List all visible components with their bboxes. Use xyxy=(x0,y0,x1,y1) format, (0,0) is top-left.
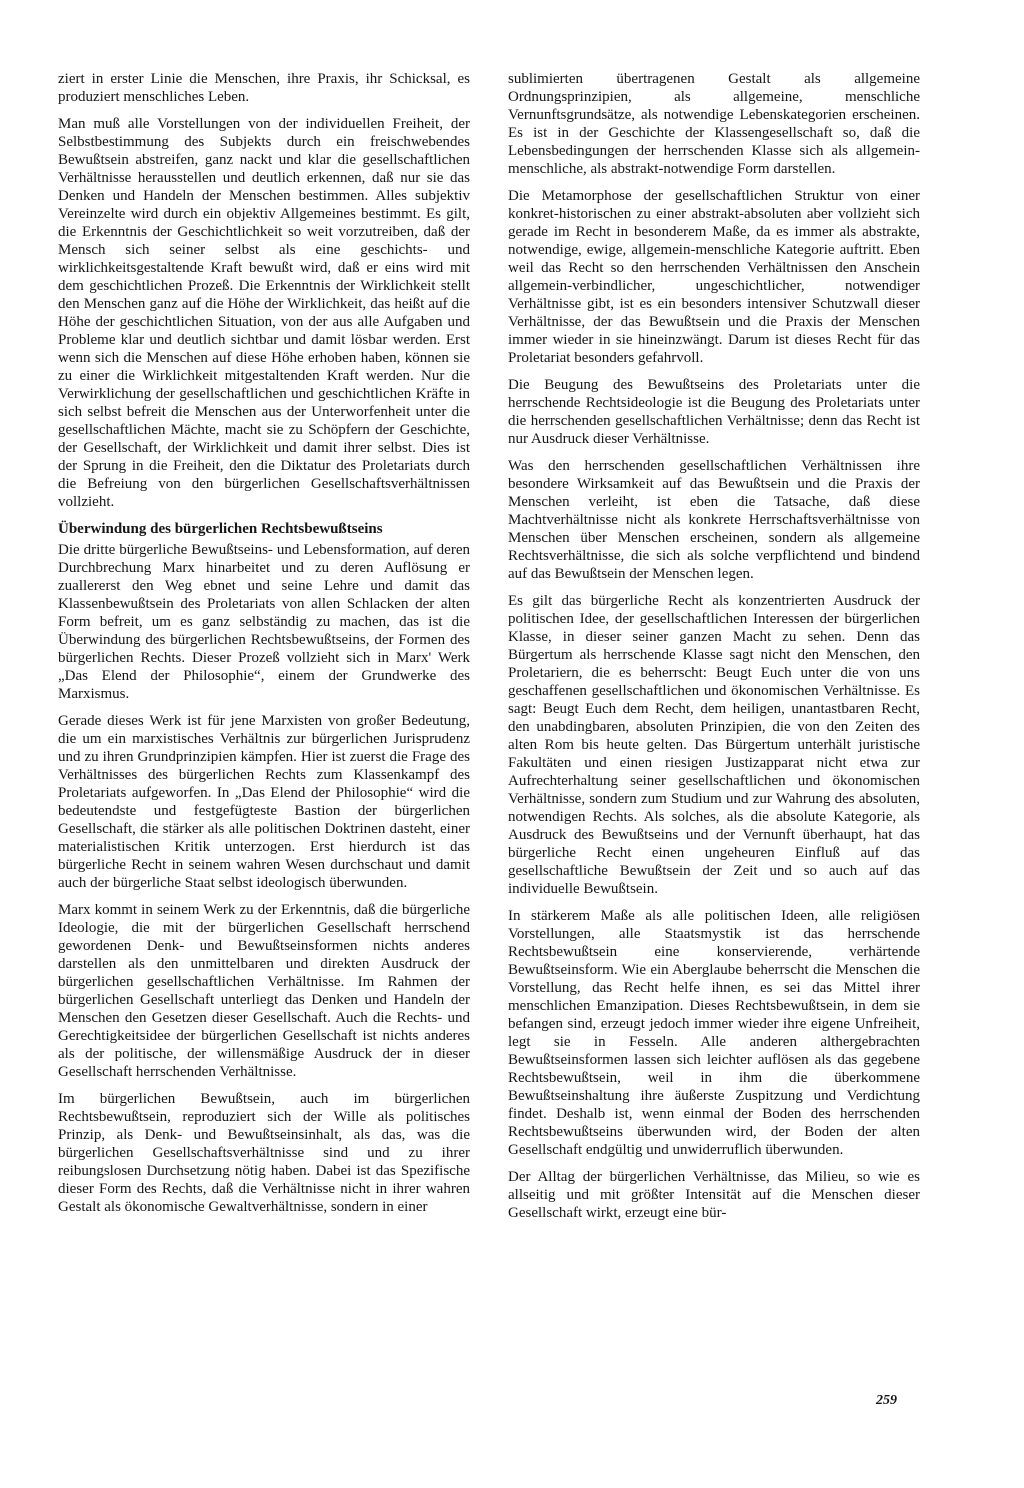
paragraph: In stärkerem Maße als alle politischen Ideen, alle religiösen Vorstellungen, alle Staatsmystik ist das herrschende Rechtsbewußtsein eine konservierende, verhärtende Bewußtseinsform. Wie ein Aberglaube beherrscht die Menschen die Vorstellung, das Recht helfe ihnen, es sei das Mittel ihrer menschlichen Emanzipation. Dieses Rechtsbewußtsein, in dem sie befangen sind, erzeugt jedoch immer wieder ihre eigene Unfreiheit, legt sie in Fesseln. Alle anderen althergebrachten Bewußtseinsformen lassen sich leichter auflösen als das gegebene Rechtsbewußtsein, weil in ihm die überkommene Bewußtseinshaltung ihre äußerste Zuspitzung und Verdichtung findet. Deshalb ist, wenn einmal der Boden des herrschenden Rechtsbewußtseins überwunden wird, der Boden der alten Gesellschaft endgültig und unwiderruflich überwunden. xyxy=(508,908,920,1158)
paragraph: Die Beugung des Bewußtseins des Proletariats unter die herrschende Rechtsideologie ist die Beugung des Proletariats unter die herrschenden gesellschaftlichen Verhältnisse; denn das Recht ist nur Ausdruck dieser Verhältnisse. xyxy=(508,377,920,447)
right-column xyxy=(508,70,920,1231)
paragraph: ziert in erster Linie die Menschen, ihre Praxis, ihr Schicksal, es produziert menschliches Leben. xyxy=(58,71,470,105)
left-column xyxy=(58,70,470,1225)
page-number: 259 xyxy=(876,1393,897,1408)
paragraph: Gerade dieses Werk ist für jene Marxisten von großer Bedeutung, die um ein marxistisches Verhältnis zur bürgerlichen Jurisprudenz und zu ihren Grundprinzipien kämpfen. Hier ist zuerst die Frage des Verhältnisses des bürgerlichen Rechts zum Klassenkampf des Proletariats aufgeworfen. In „Das Elend der Philosophie“ wird die bedeutendste und festgefügteste Bastion der bürgerlichen Gesellschaft, die stärker als alle politischen Doktrinen dasteht, einer materialistischen Kritik unterzogen. Erst hierdurch ist das bürgerliche Recht in seinem wahren Wesen durchschaut und damit auch der bürgerliche Staat selbst ideologisch überwunden. xyxy=(58,713,470,891)
paragraph: Die dritte bürgerliche Bewußtseins- und Lebensformation, auf deren Durchbrechung Marx hinarbeitet und zu deren Auflösung er zuallererst den Weg ebnet und seine Lehre und damit das Klassenbewußtsein des Proletariats von allen Schlacken der alten Form befreit, um es ganz selbständig zu machen, das ist die Überwindung des bürgerlichen Rechtsbewußtseins, der Formen des bürgerlichen Rechts. Dieser Prozeß vollzieht sich in Marx' Werk „Das Elend der Philosophie“, einem der Grundwerke des Marxismus. xyxy=(58,542,470,702)
paragraph: Der Alltag der bürgerlichen Verhältnisse, das Milieu, so wie es allseitig und mit größter Intensität auf die Menschen dieser Gesellschaft wirkt, erzeugt eine bür- xyxy=(508,1169,920,1221)
paragraph: Man muß alle Vorstellungen von der individuellen Freiheit, der Selbstbestimmung des Subjekts durch ein freischwebendes Bewußtsein abstreifen, ganz nackt und klar die gesellschaftlichen Verhältnisse herausstellen und deutlich erkennen, daß nur sie das Denken und Handeln der Menschen bestimmen. Alles subjektiv Vereinzelte wird durch ein objektiv Allgemeines bestimmt. Es gilt, die Erkenntnis der Geschichtlichkeit so weit vorzutreiben, daß der Mensch sich seiner selbst als eine geschichts- und wirklichkeitsgestaltende Kraft bewußt wird, daß er eins wird mit dem geschichtlichen Prozeß. Die Erkenntnis der Wirklichkeit stellt den Menschen ganz auf die Höhe der Wirklichkeit, das heißt auf die Höhe der geschichtlichen Situation, von der aus alle Aufgaben und Probleme klar und deutlich sichtbar und damit lösbar werden. Erst wenn sich die Menschen auf diese Höhe erhoben haben, können sie zu einer die Wirklichkeit mitgestaltenden Kraft werden. Nur die Verwirklichung der gesellschaftlichen und geschichtlichen Kräfte in sich selbst befreit die Menschen aus der Unterworfenheit unter die gesellschaftlichen Mächte, macht sie zu Schöpfern der Geschichte, der Gesellschaft, der Wirklichkeit und damit ihrer selbst. Dies ist der Sprung in die Freiheit, den die Diktatur des Proletariats durch die Befreiung von den bürgerlichen Gesellschaftsverhältnissen vollzieht. xyxy=(58,116,470,510)
paragraph: Im bürgerlichen Bewußtsein, auch im bürgerlichen Rechtsbewußtsein, reproduziert sich der Wille als politisches Prinzip, als Denk- und Bewußtseinsinhalt, als das, was die bürgerlichen Gesellschaftsverhältnisse sind und zu ihrer reibungslosen Durchsetzung nötig haben. Dabei ist das Spezifische dieser Form des Rechts, daß die Verhältnisse nicht in ihrer wahren Gestalt als ökonomische Gewaltverhältnisse, sondern in einer xyxy=(58,1091,470,1215)
section-heading: Überwindung des bürgerlichen Rechtsbewußtseins xyxy=(58,521,383,537)
paragraph: Es gilt das bürgerliche Recht als konzentrierten Ausdruck der politischen Idee, der gesellschaftlichen Interessen der bürgerlichen Klasse, in dieser seiner ganzen Macht zu sehen. Denn das Bürgertum als herrschende Klasse sagt nicht den Menschen, den Proletariern, die es beherrscht: Beugt Euch unter die von uns geschaffenen gesellschaftlichen und ökonomischen Verhältnisse. Es sagt: Beugt Euch dem Recht, dem heiligen, unantastbaren Recht, den unabdingbaren, absoluten Prinzipien, die von den Zeiten des alten Rom bis heute gelten. Das Bürgertum unterhält juristische Fakultäten und einen riesigen Justizapparat nicht etwa zur Aufrechterhaltung seiner gesellschaftlichen und ökonomischen Verhältnisse, sondern zum Studium und zur Wahrung des absoluten, notwendigen Rechts. Als solches, als die absolute Kategorie, als Ausdruck des Bewußtseins und der Vernunft überhaupt, hat das bürgerliche Recht einen ungeheuren Einfluß auf das gesellschaftliche Bewußtsein der Zeit und so auch auf das individuelle Bewußtsein. xyxy=(508,593,920,897)
paragraph: Marx kommt in seinem Werk zu der Erkenntnis, daß die bürgerliche Ideologie, die mit der bürgerlichen Gesellschaft herrschend gewordenen Denk- und Bewußtseinsformen nichts anderes darstellen als den unmittelbaren und direkten Ausdruck der bürgerlichen gesellschaftlichen Verhältnisse. Im Rahmen der bürgerlichen Gesellschaft unterliegt das Denken und Handeln der Menschen den Gesetzen dieser Gesellschaft. Auch die Rechts- und Gerechtigkeitsidee der bürgerlichen Gesellschaft ist nichts anderes als der politische, der willensmäßige Ausdruck der in dieser Gesellschaft herrschenden Verhältnisse. xyxy=(58,902,470,1080)
paragraph: sublimierten übertragenen Gestalt als allgemeine Ordnungsprinzipien, als allgemeine, menschliche Vernunftsgrundsätze, als notwendige Lebenskategorien erscheinen. Es ist in der Geschichte der Klassengesellschaft so, daß die Lebensbedingungen der herrschenden Klasse sich als allgemein-menschliche, als abstrakt-notwendige Form darstellen. xyxy=(508,71,920,177)
paragraph: Die Metamorphose der gesellschaftlichen Struktur von einer konkret-historischen zu einer abstrakt-absoluten aber vollzieht sich gerade im Recht in besonderem Maße, da es immer als abstrakte, notwendige, ewige, allgemein-menschliche Kategorie auftritt. Eben weil das Recht so den herrschenden Verhältnissen den Anschein allgemein-verbindlicher, ungeschichtlicher, notwendiger Verhältnisse gibt, ist es ein besonders intensiver Schutzwall dieser Verhältnisse, der das Bewußtsein und die Praxis der Menschen immer wieder in sie hineinzwängt. Darum ist dieses Recht für das Proletariat besonders gefahrvoll. xyxy=(508,188,920,366)
paragraph: Was den herrschenden gesellschaftlichen Verhältnissen ihre besondere Wirksamkeit auf das Bewußtsein und die Praxis der Menschen verleiht, ist eben die Tatsache, daß diese Machtverhältnisse nicht als konkrete Herrschaftsverhältnisse von Menschen über Menschen erscheinen, sondern als allgemeine Rechtsverhältnisse, die sich als solche verpflichtend und bindend auf das Bewußtsein der Menschen legen. xyxy=(508,458,920,582)
